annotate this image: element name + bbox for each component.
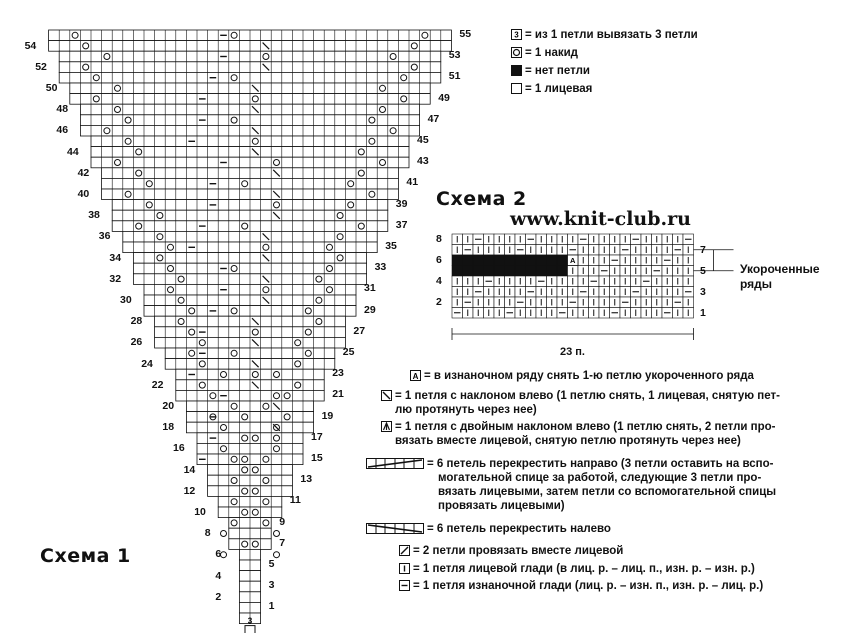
row-number-left: 4: [215, 569, 222, 582]
row-number-left: 6: [215, 548, 222, 561]
scheme-2-row-number-right: 7: [700, 243, 706, 256]
row-number-right: 37: [395, 218, 408, 231]
row-number-left: 36: [98, 230, 111, 243]
row-number-right: 1: [268, 600, 275, 613]
scheme-2-title: Схема 2: [436, 188, 527, 210]
row-number-left: 42: [77, 166, 90, 179]
legend-cross-right: [366, 457, 776, 513]
row-number-right: 33: [374, 261, 387, 274]
no-stitch-cell: [494, 266, 505, 277]
stockinette-knit-icon: [399, 563, 410, 574]
row-number-left: 38: [88, 209, 100, 222]
legend-top-text: = 1 накид: [525, 47, 578, 59]
legend-top-item: [511, 64, 590, 78]
knit-stitch-icon: [511, 83, 522, 94]
row-number-right: 35: [385, 240, 397, 252]
row-number-left: 14: [183, 463, 196, 476]
row-number-left: 50: [45, 82, 58, 94]
row-number-left: 22: [151, 378, 164, 391]
no-stitch-cell: [452, 266, 463, 277]
scheme-2-chart: [452, 234, 832, 364]
row-number-left: 28: [130, 315, 143, 328]
legend-slant-left-text-2: лю протянуть через нее): [395, 404, 537, 416]
row-number-right: 53: [448, 49, 461, 62]
no-stitch-cell: [557, 266, 568, 277]
row-number-left: 32: [109, 272, 122, 285]
row-number-right: 25: [342, 346, 355, 358]
scheme-2-row-number-left: 6: [436, 254, 442, 266]
stitch-count-label: 23 п.: [560, 346, 585, 358]
slip-first-icon: [410, 370, 421, 381]
row-number-left: 16: [173, 442, 185, 455]
row-number-left: 54: [24, 39, 37, 52]
legend-double-left-text-2: вязать вместе лицевой, снятую петлю протянуть через нее): [395, 435, 741, 447]
no-stitch-cell: [515, 255, 526, 266]
yarn-over-mark: [221, 531, 227, 537]
row-number-right: 11: [289, 494, 301, 507]
row-number-right: 27: [353, 324, 366, 337]
legend-top-text: = нет петли: [525, 65, 590, 77]
no-stitch-icon: [511, 65, 522, 76]
no-stitch-cell: [557, 255, 568, 266]
three-from-one-label: 3: [247, 616, 253, 626]
no-stitch-cell: [473, 255, 484, 266]
row-number-right: 5: [268, 558, 275, 570]
row-number-left: 46: [56, 124, 69, 137]
row-number-left: 44: [67, 145, 79, 158]
legend-cross-right-text-4: провязать лицевыми): [438, 500, 565, 512]
double-slant-left-icon: [381, 421, 392, 432]
row-number-left: 26: [130, 336, 143, 349]
row-number-left: 30: [120, 294, 132, 306]
row-number-right: 39: [395, 197, 408, 210]
no-stitch-cell: [463, 266, 474, 277]
legend-slant-left: [381, 389, 780, 417]
scheme-2-row-number-right: 1: [700, 306, 706, 319]
row-number-right: 29: [364, 303, 376, 316]
row-number-right: 15: [311, 452, 323, 464]
no-stitch-cell: [484, 266, 495, 277]
yarn-over-mark: [274, 552, 280, 558]
no-stitch-cell: [547, 266, 558, 277]
row-number-right: 49: [438, 91, 450, 104]
row-number-right: 43: [417, 155, 429, 168]
row-number-right: 3: [268, 579, 275, 592]
legend-purl: [399, 579, 763, 593]
no-stitch-cell: [505, 266, 516, 277]
short-rows-label-2: ряды: [740, 277, 773, 291]
scheme-1-title: Схема 1: [40, 545, 131, 567]
three-from-one-mark: [245, 626, 255, 633]
no-stitch-icon-box: [512, 66, 522, 76]
row-number-left: 24: [141, 357, 153, 370]
no-stitch-cell: [484, 255, 495, 266]
no-stitch-cell: [452, 255, 463, 266]
no-stitch-cell: [547, 255, 558, 266]
slip-first-glyph: A: [570, 256, 576, 265]
row-number-right: 19: [321, 409, 334, 422]
row-number-left: 12: [183, 484, 196, 497]
k2tog-icon: [399, 545, 410, 556]
row-number-right: 9: [279, 515, 286, 528]
no-stitch-cell: [463, 255, 474, 266]
no-stitch-cell: [526, 266, 537, 277]
legend-double-left: [381, 420, 776, 448]
legend-purl-text: = 1 петля изнаночной глади (лиц. р. – изн. п., изн. р. – лиц. р.): [413, 580, 764, 592]
yarn-over-mark: [221, 552, 227, 558]
row-number-left: 48: [56, 103, 69, 116]
legend-double-left-text-1: = 1 петля с двойным наклоном влево (1 петлю снять, 2 петли про-: [395, 421, 776, 433]
cable-cross-right-icon: [366, 458, 424, 469]
legend-cross-right-text-3: вязать лицевыми, затем петли со вспомогательной спицы: [438, 486, 777, 498]
scheme-2-row-number-left: 8: [436, 233, 442, 245]
row-number-left: 34: [109, 251, 122, 264]
scheme-2-row-number-left: 2: [436, 296, 442, 308]
row-number-left: 8: [204, 527, 211, 540]
svg-text:A: A: [412, 372, 419, 381]
legend-slip-first-text: = в изнаночном ряду снять 1-ю петлю укороченного ряда: [424, 370, 754, 382]
row-number-right: 31: [364, 282, 376, 295]
row-number-right: 47: [427, 112, 440, 125]
no-stitch-cell: [536, 255, 547, 266]
scheme-2-row-number-left: 4: [436, 275, 442, 287]
slant-left-icon: [381, 390, 392, 401]
legend-top-item: [511, 28, 698, 42]
row-number-left: 10: [194, 506, 206, 518]
row-number-right: 13: [300, 473, 313, 486]
row-number-left: 20: [162, 400, 175, 412]
three-from-one-icon-glyph: 3: [514, 30, 519, 40]
row-number-left: 40: [77, 188, 90, 200]
scheme-2-row-number-right: 3: [700, 285, 706, 298]
knit-stitch-icon-box: [512, 84, 522, 94]
reverse-stockinette-purl-icon: [399, 580, 410, 591]
yarn-over-icon: [511, 47, 522, 58]
cable-cross-left-icon: [366, 523, 424, 534]
legend-top-text: = 1 лицевая: [525, 83, 593, 95]
no-stitch-cell: [536, 266, 547, 277]
row-number-left: 52: [35, 60, 47, 73]
website-url: www.knit-club.ru: [510, 208, 691, 230]
legend-slant-left-text-1: = 1 петля с наклоном влево (1 петлю снять, 1 лицевая, снятую пет-: [395, 390, 780, 402]
row-number-right: 23: [332, 367, 344, 380]
no-stitch-cell: [515, 266, 526, 277]
row-number-left: 18: [162, 421, 175, 434]
legend-knit-text: = 1 петля лицевой глади (в лиц. р. – лиц. п., изн. р. – изн. р.): [413, 563, 755, 575]
legend-knit: [399, 562, 755, 576]
no-stitch-cell: [505, 255, 516, 266]
legend-cross-right-text-2: могательной спице за работой, следующие 3 петли про-: [438, 472, 762, 484]
three-from-one-icon: [511, 29, 522, 40]
row-number-right: 17: [311, 430, 323, 443]
row-number-left: 2: [215, 590, 222, 603]
row-number-right: 51: [448, 70, 461, 83]
legend-k2tog-text: = 2 петли провязать вместе лицевой: [413, 545, 624, 557]
scheme-2-row-number-right: 5: [700, 264, 706, 277]
no-stitch-cell: [473, 266, 484, 277]
legend-top-text: = из 1 петли вывязать 3 петли: [525, 29, 698, 41]
short-rows-label-1: Укороченные: [740, 262, 820, 276]
scheme-2-grid: [452, 234, 694, 318]
row-number-right: 45: [417, 134, 429, 146]
legend-slip-first: [410, 369, 754, 383]
legend-cross-left: [366, 522, 611, 536]
legend-cross-left-text: = 6 петель перекрестить налево: [427, 523, 611, 535]
no-stitch-cell: [494, 255, 505, 266]
row-number-right: 55: [459, 28, 472, 40]
row-number-right: 7: [279, 536, 286, 549]
legend-cross-right-text-1: = 6 петель перекрестить направо (3 петли оставить на вспо-: [427, 458, 774, 470]
row-number-right: 21: [332, 388, 344, 401]
legend-top-item: [511, 46, 578, 60]
no-stitch-cell: [526, 255, 537, 266]
yarn-over-mark: [274, 531, 280, 537]
legend-top-item: [511, 82, 592, 96]
row-number-right: 41: [406, 176, 419, 189]
legend-k2tog: [399, 544, 623, 558]
